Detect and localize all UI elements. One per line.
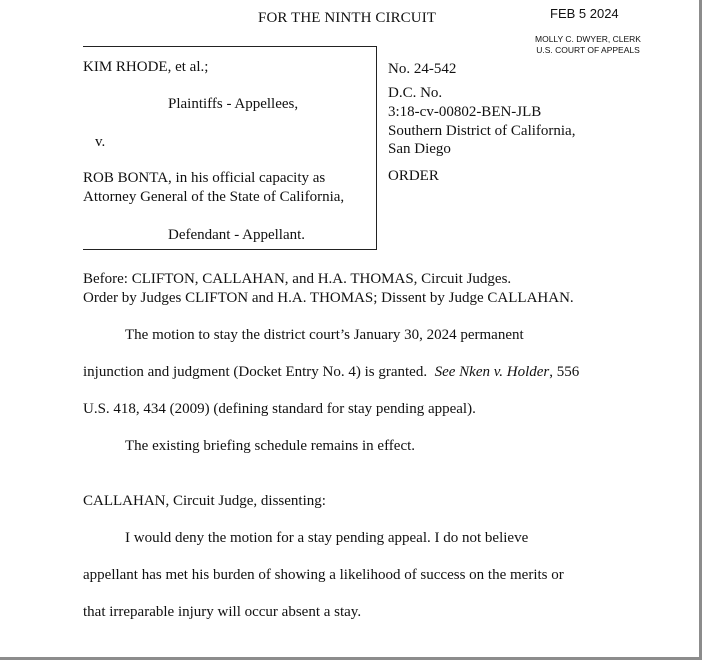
caption-top-rule: [83, 46, 377, 47]
order-briefing-schedule: The existing briefing schedule remains in effect.: [125, 438, 416, 454]
order-line-2-reporter: , 556: [549, 364, 580, 380]
order-line-3: U.S. 418, 434 (2009) (defining standard for stay pending appeal).: [83, 401, 476, 417]
caption-right-rule: [376, 46, 377, 250]
dissent-line-2: appellant has met his burden of showing a likelihood of success on the merits or: [83, 567, 564, 583]
order-line-1: The motion to stay the district court’s January 30, 2024 permanent: [125, 327, 524, 343]
caption-bottom-rule: [83, 249, 377, 250]
district-line-1: Southern District of California,: [388, 123, 576, 139]
defendant-line-1: ROB BONTA, in his official capacity as: [83, 170, 326, 186]
filed-date-stamp: FEB 5 2024: [550, 6, 619, 21]
district-line-2: San Diego: [388, 141, 451, 157]
versus: v.: [95, 134, 106, 150]
court-title: FOR THE NINTH CIRCUIT: [258, 10, 437, 26]
clerk-office: U.S. COURT OF APPEALS: [536, 45, 640, 55]
document-type: ORDER: [388, 168, 439, 184]
defendant-line-2: Attorney General of the State of California,: [83, 189, 345, 205]
dissent-line-1: I would deny the motion for a stay pending appeal. I do not believe: [125, 530, 529, 546]
dc-number-label: D.C. No.: [388, 85, 443, 101]
appeal-number: No. 24-542: [388, 61, 457, 77]
clerk-name: MOLLY C. DWYER, CLERK: [535, 34, 641, 44]
panel-order-by: Order by Judges CLIFTON and H.A. THOMAS; Dissent by Judge CALLAHAN.: [83, 290, 574, 306]
order-line-2: [83, 364, 579, 381]
defendant-role: Defendant - Appellant.: [168, 227, 306, 243]
dc-number: 3:18-cv-00802-BEN-JLB: [388, 104, 542, 120]
order-line-2-text: injunction and judgment (Docket Entry No. 4) is granted.: [83, 364, 428, 380]
case-citation: See Nken v. Holder: [434, 364, 550, 380]
panel-before: Before: CLIFTON, CALLAHAN, and H.A. THOMAS, Circuit Judges.: [83, 271, 512, 287]
dissent-line-3: that irreparable injury will occur absent a stay.: [83, 604, 362, 620]
plaintiffs-role: Plaintiffs - Appellees,: [168, 96, 299, 112]
plaintiffs-name: KIM RHODE, et al.;: [83, 59, 209, 75]
dissent-heading: CALLAHAN, Circuit Judge, dissenting:: [83, 493, 326, 509]
